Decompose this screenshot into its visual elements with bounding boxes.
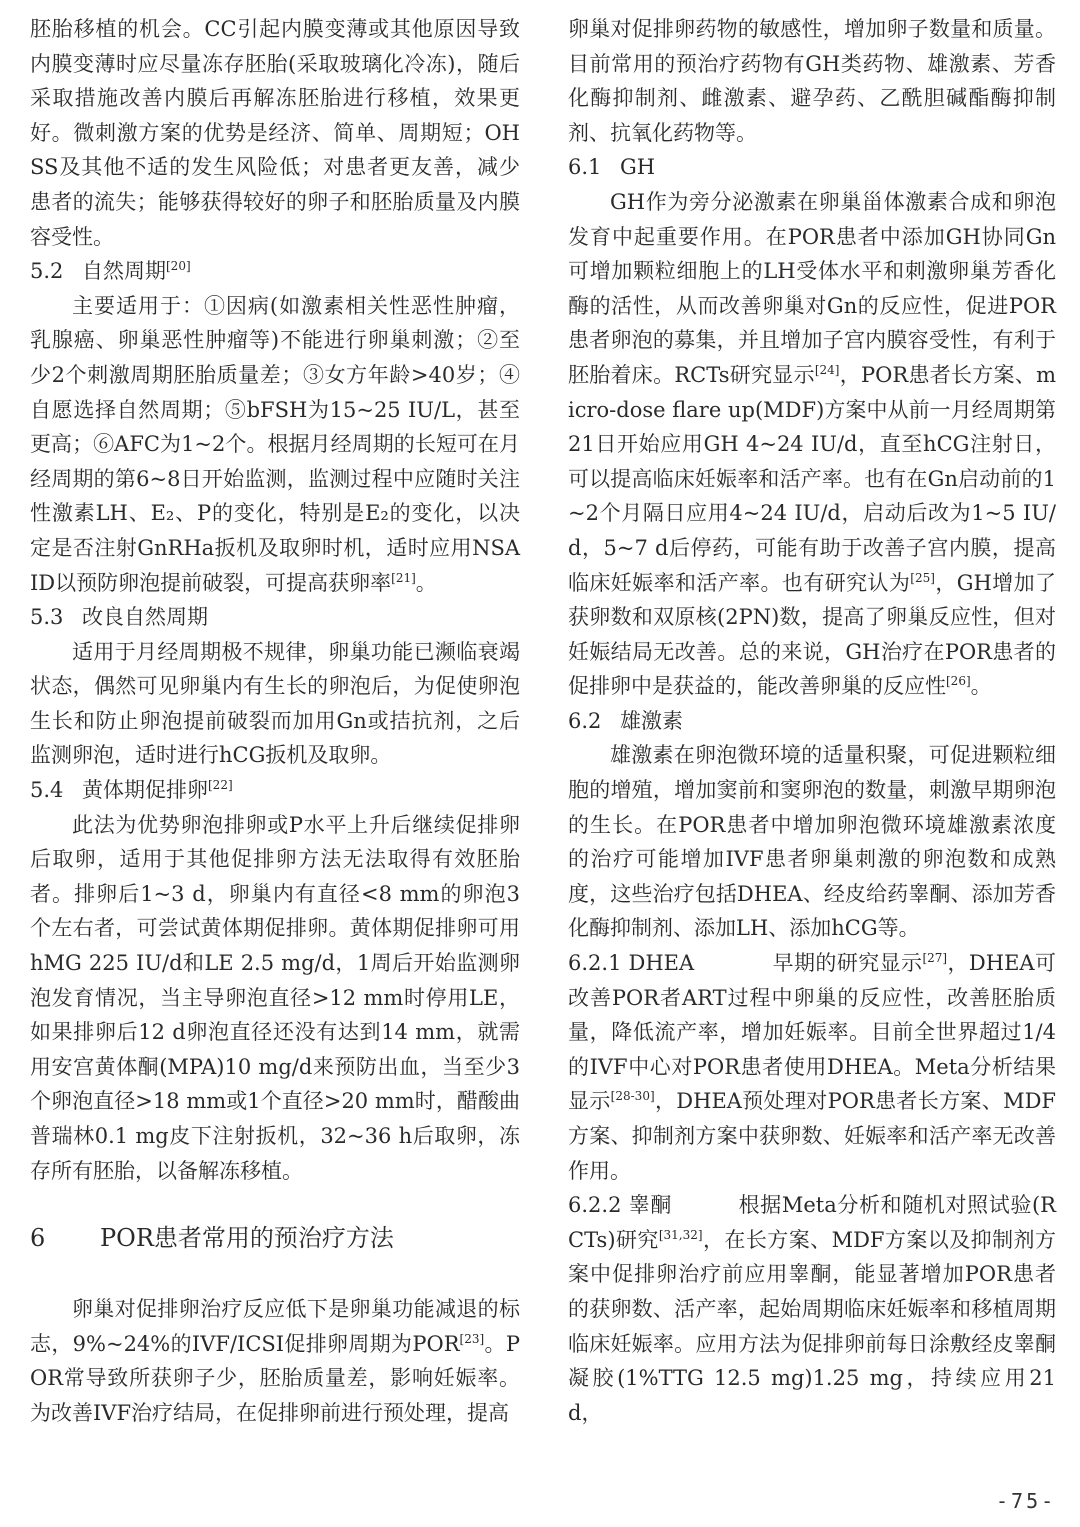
paragraph: 卵巢对促排卵药物的敏感性，增加卵子数量和质量。目前常用的预治疗药物有GH类药物、雄激素、芳香化酶抑制剂、雌激素、避孕药、乙酰胆碱酯酶抑制剂、抗氧化药物等。 bbox=[568, 17, 1056, 145]
citation-ref: [23] bbox=[459, 1331, 485, 1346]
citation-ref: [22] bbox=[208, 778, 233, 793]
section-heading-6-2: 6.2 雄激素 bbox=[568, 708, 683, 733]
section-heading-5-4: 5.4 黄体期促排卵[22] bbox=[30, 778, 233, 803]
right-column bbox=[568, 12, 1056, 1430]
paragraph: 6.2.2 睾酮 根据Meta分析和随机对照试验(RCTs)研究[31,32]，在长方案、MDF方案以及抑制剂方案中促排卵治疗前应用睾酮，能显著增加POR患者的获卵数、活产率，起始周期临床妊娠率和移植周期临床妊娠率。应用方法为促排卵前每日涂敷经皮睾酮凝胶(1%TTG 12.5 mg)1.25 mg，持续应用21 d， bbox=[568, 1193, 1056, 1425]
paragraph: 卵巢对促排卵治疗反应低下是卵巢功能减退的标志，9%~24%的IVF/ICSI促排卵周期为POR[23]。POR常导致所获卵子少，胚胎质量差，影响妊娠率。为改善IVF治疗结局，在促排卵前进行预处理，提高 bbox=[30, 1297, 520, 1425]
section-heading-5-3: 5.3 改良自然周期 bbox=[30, 605, 208, 630]
citation-ref: [28-30] bbox=[610, 1089, 655, 1104]
paragraph: 此法为优势卵泡排卵或P水平上升后继续促排卵后取卵，适用于其他促排卵方法无法取得有效胚胎者。排卵后1~3 d，卵巢内有直径<8 mm的卵泡3个左右者，可尝试黄体期促排卵。黄体期促排卵可用hMG 225 IU/d和LE 2.5 mg/d，1周后开始监测卵泡发育情况，当主导卵泡直径>12 mm时停用LE，如果排卵后12 d卵泡直径还没有达到14 mm，就需用安宫黄体酮(MPA)10 mg/d来预防出血，当至少3个卵泡直径>18 mm或1个直径>20 mm时，醋酸曲普瑞林0.1 mg皮下注射扳机，32~36 h后取卵，冻存所有胚胎，以备解冻移植。 bbox=[30, 812, 520, 1183]
paragraph: 胚胎移植的机会。CC引起内膜变薄或其他原因导致内膜变薄时应尽量冻存胚胎(采取玻璃化冷冻)，随后采取措施改善内膜后再解冻胚胎进行移植，效果更好。微刺激方案的优势是经济、简单、周期短；OHSS及其他不适的发生风险低；对患者更友善，减少患者的流失；能够获得较好的卵子和胚胎质量及内膜容受性。 bbox=[30, 17, 520, 249]
citation-ref: [25] bbox=[910, 570, 935, 585]
paragraph: 6.2.1 DHEA 早期的研究显示[27]，DHEA可改善POR者ART过程中卵巢的反应性，改善胚胎质量，降低流产率，增加妊娠率。目前全世界超过1/4的IVF中心对POR患者使用DHEA。Meta分析结果显示[28-30]，DHEA预处理对POR患者长方案、MDF方案、抑制剂方案中获卵数、妊娠率和活产率无改善作用。 bbox=[568, 951, 1057, 1183]
citation-ref: [24] bbox=[814, 362, 840, 377]
citation-ref: [27] bbox=[922, 951, 948, 966]
section-heading-6: 6 POR患者常用的预治疗方法 bbox=[30, 1224, 394, 1253]
subsection-heading-6-2-1: 6.2.1 DHEA bbox=[568, 951, 695, 976]
paragraph: 适用于月经周期极不规律，卵巢功能已濒临衰竭状态，偶然可见卵巢内有生长的卵泡后，为促使卵泡生长和防止卵泡提前破裂而加用Gn或拮抗剂，之后监测卵泡，适时进行hCG扳机及取卵。 bbox=[30, 639, 520, 768]
paragraph: 雄激素在卵泡微环境的适量积聚，可促进颗粒细胞的增殖，增加窦前和窦卵泡的数量，刺激早期卵泡的生长。在POR患者中增加卵泡微环境雄激素浓度的治疗可能增加IVF患者卵巢刺激的卵泡数和成熟度，这些治疗包括DHEA、经皮给药睾酮、添加芳香化酶抑制剂、添加LH、添加hCG等。 bbox=[568, 743, 1056, 941]
page-number: -75- bbox=[996, 1489, 1057, 1513]
paragraph: GH作为旁分泌激素在卵巢甾体激素合成和卵泡发育中起重要作用。在POR患者中添加GH协同Gn可增加颗粒细胞上的LH受体水平和刺激卵巢芳香化酶的活性，从而改善卵巢对Gn的反应性，促进POR患者卵泡的募集，并且增加子宫内膜容受性，有利于胚胎着床。RCTs研究显示[24]，POR患者长方案、micro-dose flare up(MDF)方案中从前一月经周期第21日开始应用GH 4~24 IU/d，直至hCG注射日，可以提高临床妊娠率和活产率。也有在Gn启动前的1~2个月隔日应用4~24 IU/d，启动后改为1~5 IU/d，5~7 d后停药，可能有助于改善子宫内膜，提高临床妊娠率和活产率。也有研究认为[25]，GH增加了获卵数和双原核(2PN)数，提高了卵巢反应性，但对妊娠结局无改善。总的来说，GH治疗在POR患者的促排卵中是获益的，能改善卵巢的反应性[26]。 bbox=[568, 189, 1056, 699]
citation-ref: [21] bbox=[391, 570, 416, 585]
subsection-heading-6-2-2: 6.2.2 睾酮 bbox=[568, 1193, 672, 1218]
citation-ref: [31,32] bbox=[658, 1227, 703, 1242]
left-column bbox=[30, 12, 520, 1431]
section-heading-5-2: 5.2 自然周期[20] bbox=[30, 259, 191, 284]
citation-ref: [20] bbox=[166, 259, 191, 274]
paragraph: 主要适用于：①因病(如激素相关性恶性肿瘤，乳腺癌、卵巢恶性肿瘤等)不能进行卵巢刺激；②至少2个刺激周期胚胎质量差；③女方年龄>40岁；④自愿选择自然周期；⑤bFSH为15~25 IU/L，甚至更高；⑥AFC为1~2个。根据月经周期的长短可在月经周期的第6~8日开始监测，监测过程中应随时关注性激素LH、E₂、P的变化，特别是E₂的变化，以决定是否注射GnRHa扳机及取卵时机，适时应用NSAID以预防卵泡提前破裂，可提高获卵率[21]。 bbox=[30, 293, 520, 595]
section-heading-6-1: 6.1 GH bbox=[568, 155, 656, 180]
citation-ref: [26] bbox=[946, 674, 971, 689]
